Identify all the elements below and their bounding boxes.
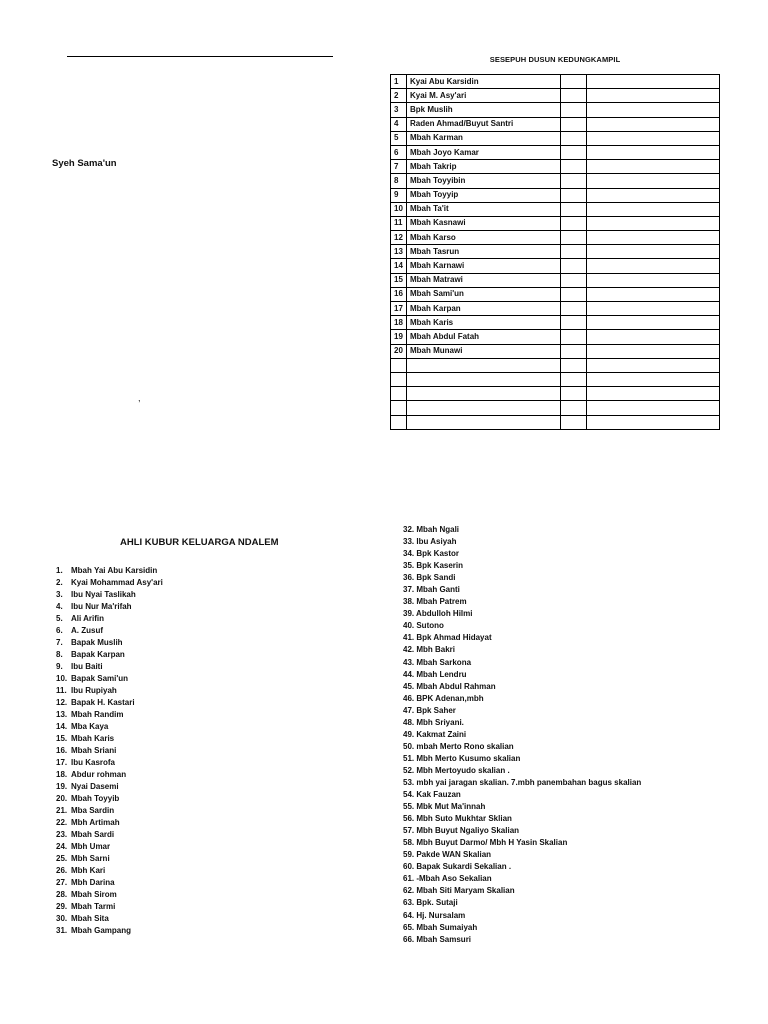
list-item: 55. Mbk Mut Ma'innah (403, 802, 486, 812)
list-item-name: Mbah Yai Abu Karsidin (71, 566, 158, 575)
row-number (391, 415, 407, 429)
row-blank-2 (587, 174, 720, 188)
list-item: 41. Bpk Ahmad Hidayat (403, 633, 492, 643)
row-blank-2 (587, 401, 720, 415)
table-row (391, 245, 720, 259)
table-row (391, 131, 720, 145)
list-item: 58. Mbh Buyut Darmo/ Mbh H Yasin Skalian (403, 838, 568, 848)
row-number: 5 (391, 131, 407, 145)
row-name (407, 415, 561, 429)
row-blank-2 (587, 216, 720, 230)
row-blank-1 (561, 131, 587, 145)
row-blank-2 (587, 387, 720, 401)
row-blank-2 (587, 372, 720, 386)
row-name (407, 401, 561, 415)
row-blank-1 (561, 174, 587, 188)
list-item-name: Bapak Muslih (71, 638, 123, 647)
row-blank-1 (561, 160, 587, 174)
list-item (56, 637, 356, 649)
list-item: 47. Bpk Saher (403, 705, 456, 715)
list-item (56, 589, 356, 601)
list-item: 35. Bpk Kaserin (403, 561, 464, 571)
row-number: 12 (391, 231, 407, 245)
table-row (391, 117, 720, 131)
row-number: 18 (391, 316, 407, 330)
row-blank-1 (561, 415, 587, 429)
ahli-kubur-title: AHLI KUBUR KELUARGA NDALEM (120, 537, 279, 548)
list-item (56, 805, 356, 817)
sesepuh-title: SESEPUH DUSUN KEDUNGKAMPIL (489, 55, 621, 64)
table-row (391, 259, 720, 273)
list-item (56, 745, 356, 757)
list-item (56, 625, 356, 637)
list-item-number: 21. (56, 806, 68, 815)
list-item-number: 30. (56, 914, 68, 923)
table-row (391, 75, 720, 89)
row-name: Mbah Tasrun (407, 245, 561, 259)
list-item: 53. mbh yai jaragan skalian. 7.mbh panembahan bagus skalian (403, 777, 642, 787)
table-row (391, 401, 720, 415)
list-item (56, 889, 356, 901)
list-item: 43. Mbah Sarkona (403, 657, 472, 667)
table-row (391, 302, 720, 316)
list-item (56, 841, 356, 853)
row-name: Bpk Muslih (407, 103, 561, 117)
row-number: 7 (391, 160, 407, 174)
table-row (391, 387, 720, 401)
list-item-number: 10. (56, 674, 68, 683)
top-rule (67, 56, 333, 57)
list-item-name: Abdur rohman (71, 770, 127, 779)
row-blank-2 (587, 316, 720, 330)
list-item-name: Kyai Mohammad Asy'ari (71, 578, 163, 587)
list-item (56, 829, 356, 841)
table-row (391, 231, 720, 245)
row-number: 19 (391, 330, 407, 344)
list-item-name: Mbh Artimah (71, 818, 120, 827)
list-item (56, 781, 356, 793)
list-item (56, 709, 356, 721)
table-row (391, 358, 720, 372)
row-blank-1 (561, 202, 587, 216)
list-item-name: Mbah Sardi (71, 830, 115, 839)
list-item-name: Mbah Randim (71, 710, 124, 719)
row-blank-1 (561, 145, 587, 159)
list-item: 59. Pakde WAN Skalian (403, 850, 492, 860)
table-row (391, 330, 720, 344)
list-item: 48. Mbh Sriyani. (403, 717, 464, 727)
row-name: Mbah Joyo Kamar (407, 145, 561, 159)
list-item: 46. BPK Adenan,mbh (403, 693, 484, 703)
list-item: 56. Mbh Suto Mukhtar Sklian (403, 814, 512, 824)
list-item-name: Nyai Dasemi (71, 782, 119, 791)
list-item-number: 12. (56, 698, 68, 707)
row-blank-2 (587, 160, 720, 174)
row-number: 3 (391, 103, 407, 117)
row-name: Mbah Sami'un (407, 287, 561, 301)
row-name: Mbah Abdul Fatah (407, 330, 561, 344)
list-item-name: Mbh Sarni (71, 854, 110, 863)
list-item (56, 661, 356, 673)
row-number: 17 (391, 302, 407, 316)
row-blank-1 (561, 330, 587, 344)
list-item-name: Ibu Baiti (71, 662, 103, 671)
row-number: 4 (391, 117, 407, 131)
row-blank-1 (561, 245, 587, 259)
list-item: 49. Kakmat Zaini (403, 729, 467, 739)
table-row (391, 202, 720, 216)
table-row (391, 316, 720, 330)
row-number: 13 (391, 245, 407, 259)
list-item (56, 901, 356, 913)
list-item-name: A. Zusuf (71, 626, 103, 635)
row-blank-1 (561, 188, 587, 202)
list-item (56, 853, 356, 865)
list-item: 39. Abdulloh Hilmi (403, 609, 473, 619)
row-blank-1 (561, 117, 587, 131)
list-item: 42. Mbh Bakri (403, 645, 456, 655)
row-name: Mbah Karman (407, 131, 561, 145)
row-blank-2 (587, 245, 720, 259)
row-name: Mbah Karis (407, 316, 561, 330)
list-item: 34. Bpk Kastor (403, 549, 460, 559)
list-item: 65. Mbah Sumaiyah (403, 922, 478, 932)
list-item: 62. Mbah Siti Maryam Skalian (403, 886, 515, 896)
row-blank-2 (587, 131, 720, 145)
syeh-heading: Syeh Sama'un (52, 158, 117, 169)
list-item-number: 22. (56, 818, 68, 827)
row-blank-2 (587, 117, 720, 131)
row-blank-1 (561, 231, 587, 245)
list-item-name: Bapak Sami'un (71, 674, 129, 683)
ahli-kubur-list-right (403, 524, 763, 946)
list-item: 60. Bapak Sukardi Sekalian . (403, 862, 512, 872)
list-item-name: Bapak Karpan (71, 650, 125, 659)
list-item-name: Bapak H. Kastari (71, 698, 135, 707)
row-blank-2 (587, 75, 720, 89)
list-item-name: Mba Kaya (71, 722, 109, 731)
row-blank-2 (587, 273, 720, 287)
list-item: 38. Mbah Patrem (403, 597, 467, 607)
row-number (391, 358, 407, 372)
list-item: 64. Hj. Nursalam (403, 910, 466, 920)
list-item-number: 18. (56, 770, 68, 779)
list-item (56, 601, 356, 613)
table-row (391, 89, 720, 103)
list-item (56, 877, 356, 889)
list-item: 66. Mbah Samsuri (403, 934, 472, 944)
list-item-name: Mbah Sita (71, 914, 109, 923)
list-item-number: 23. (56, 830, 68, 839)
row-blank-2 (587, 344, 720, 358)
list-item: 52. Mbh Mertoyudo skalian . (403, 765, 510, 775)
row-blank-2 (587, 287, 720, 301)
row-number: 15 (391, 273, 407, 287)
list-item-number: 4. (56, 602, 63, 611)
table-row (391, 415, 720, 429)
list-item: 33. Ibu Asiyah (403, 537, 457, 547)
list-item-name: Mbah Toyyib (71, 794, 120, 803)
row-blank-2 (587, 231, 720, 245)
list-item (56, 697, 356, 709)
list-item-name: Mbh Umar (71, 842, 111, 851)
list-item-number: 19. (56, 782, 68, 791)
list-item-number: 1. (56, 566, 63, 575)
list-item: 63. Bpk. Sutaji (403, 898, 458, 908)
row-name: Mbah Kasnawi (407, 216, 561, 230)
row-blank-1 (561, 103, 587, 117)
row-number: 9 (391, 188, 407, 202)
list-item: 61. -Mbah Aso Sekalian (403, 874, 492, 884)
list-item: 36. Bpk Sandi (403, 573, 456, 583)
list-item-number: 17. (56, 758, 68, 767)
row-name: Mbah Ta'it (407, 202, 561, 216)
table-row (391, 188, 720, 202)
list-item: 32. Mbah Ngali (403, 525, 460, 534)
row-number: 6 (391, 145, 407, 159)
list-item-number: 13. (56, 710, 68, 719)
list-item: 57. Mbh Buyut Ngaliyo Skalian (403, 826, 520, 836)
list-item: 51. Mbh Merto Kusumo skalian (403, 753, 521, 763)
row-blank-2 (587, 259, 720, 273)
row-blank-1 (561, 401, 587, 415)
list-item-number: 20. (56, 794, 68, 803)
list-item (56, 769, 356, 781)
list-item-number: 26. (56, 866, 68, 875)
row-blank-2 (587, 202, 720, 216)
row-blank-1 (561, 216, 587, 230)
ahli-kubur-list-left (56, 565, 356, 937)
row-blank-2 (587, 103, 720, 117)
row-number (391, 387, 407, 401)
list-item (56, 685, 356, 697)
row-blank-2 (587, 358, 720, 372)
list-item (56, 817, 356, 829)
list-item-name: Ibu Nur Ma'rifah (71, 602, 132, 611)
list-item (56, 793, 356, 805)
row-name: Mbah Munawi (407, 344, 561, 358)
row-name: Raden Ahmad/Buyut Santri (407, 117, 561, 131)
list-item-name: Ali Arifin (71, 614, 105, 623)
table-row (391, 145, 720, 159)
list-item-number: 24. (56, 842, 68, 851)
list-item-name: Ibu Kasrofa (71, 758, 116, 767)
table-row (391, 372, 720, 386)
list-item-number: 2. (56, 578, 63, 587)
list-item: 37. Mbah Ganti (403, 585, 460, 595)
list-item (56, 577, 356, 589)
list-item (56, 757, 356, 769)
row-blank-2 (587, 89, 720, 103)
row-blank-1 (561, 287, 587, 301)
row-blank-2 (587, 330, 720, 344)
row-blank-2 (587, 415, 720, 429)
row-blank-2 (587, 302, 720, 316)
list-item-number: 11. (56, 686, 67, 695)
sesepuh-table (390, 74, 720, 430)
row-name: Kyai Abu Karsidin (407, 75, 561, 89)
row-number (391, 372, 407, 386)
row-name: Mbah Karpan (407, 302, 561, 316)
list-item-number: 8. (56, 650, 63, 659)
row-blank-1 (561, 372, 587, 386)
list-item (56, 913, 356, 925)
list-item-name: Mbah Sriani (71, 746, 117, 755)
row-name: Mbah Takrip (407, 160, 561, 174)
row-blank-2 (587, 145, 720, 159)
list-item (56, 673, 356, 685)
row-name: Mbah Matrawi (407, 273, 561, 287)
row-name (407, 372, 561, 386)
list-item (56, 925, 356, 937)
row-number: 8 (391, 174, 407, 188)
list-item: 50. mbah Merto Rono skalian (403, 741, 514, 751)
list-item-name: Mbah Sirom (71, 890, 117, 899)
list-item-name: Mbah Tarmi (71, 902, 116, 911)
list-item-name: Ibu Nyai Taslikah (71, 590, 136, 599)
table-row (391, 287, 720, 301)
table-row (391, 216, 720, 230)
table-row (391, 174, 720, 188)
stray-mark: , (138, 393, 141, 403)
row-name (407, 387, 561, 401)
list-item-name: Mba Sardin (71, 806, 115, 815)
list-item (56, 865, 356, 877)
row-blank-1 (561, 344, 587, 358)
list-item-name: Ibu Rupiyah (71, 686, 117, 695)
list-item-name: Mbh Kari (71, 866, 106, 875)
row-blank-1 (561, 387, 587, 401)
row-number: 10 (391, 202, 407, 216)
row-blank-1 (561, 89, 587, 103)
list-item-number: 28. (56, 890, 68, 899)
row-blank-1 (561, 302, 587, 316)
list-item-name: Mbh Darina (71, 878, 115, 887)
row-blank-1 (561, 358, 587, 372)
row-blank-1 (561, 75, 587, 89)
row-number: 16 (391, 287, 407, 301)
list-item: 44. Mbah Lendru (403, 669, 467, 679)
list-item-number: 7. (56, 638, 63, 647)
list-item-number: 14. (56, 722, 68, 731)
row-number: 11 (391, 216, 407, 230)
list-item-number: 6. (56, 626, 63, 635)
row-name: Mbah Karnawi (407, 259, 561, 273)
row-blank-1 (561, 273, 587, 287)
list-item (56, 721, 356, 733)
row-number: 14 (391, 259, 407, 273)
list-item-number: 27. (56, 878, 68, 887)
list-item-number: 25. (56, 854, 68, 863)
list-item (56, 613, 356, 625)
row-name (407, 358, 561, 372)
row-name: Kyai M. Asy'ari (407, 89, 561, 103)
list-item-number: 3. (56, 590, 63, 599)
row-blank-2 (587, 188, 720, 202)
row-name: Mbah Toyyip (407, 188, 561, 202)
table-row (391, 273, 720, 287)
list-item: 40. Sutono (403, 621, 444, 631)
list-item (56, 649, 356, 661)
list-item: 45. Mbah Abdul Rahman (403, 681, 496, 691)
list-item-number: 5. (56, 614, 63, 623)
row-number: 2 (391, 89, 407, 103)
row-name: Mbah Karso (407, 231, 561, 245)
list-item-name: Mbah Gampang (71, 926, 132, 935)
list-item (56, 733, 356, 745)
list-item: 54. Kak Fauzan (403, 790, 461, 800)
row-blank-1 (561, 316, 587, 330)
list-item-number: 16. (56, 746, 68, 755)
list-item (56, 565, 356, 577)
table-row (391, 344, 720, 358)
list-item-number: 15. (56, 734, 68, 743)
table-row (391, 160, 720, 174)
table-row (391, 103, 720, 117)
list-item-name: Mbah Karis (71, 734, 115, 743)
row-number (391, 401, 407, 415)
row-name: Mbah Toyyibin (407, 174, 561, 188)
row-number: 1 (391, 75, 407, 89)
row-number: 20 (391, 344, 407, 358)
list-item-number: 31. (56, 926, 68, 935)
list-item-number: 9. (56, 662, 63, 671)
row-blank-1 (561, 259, 587, 273)
list-item-number: 29. (56, 902, 68, 911)
